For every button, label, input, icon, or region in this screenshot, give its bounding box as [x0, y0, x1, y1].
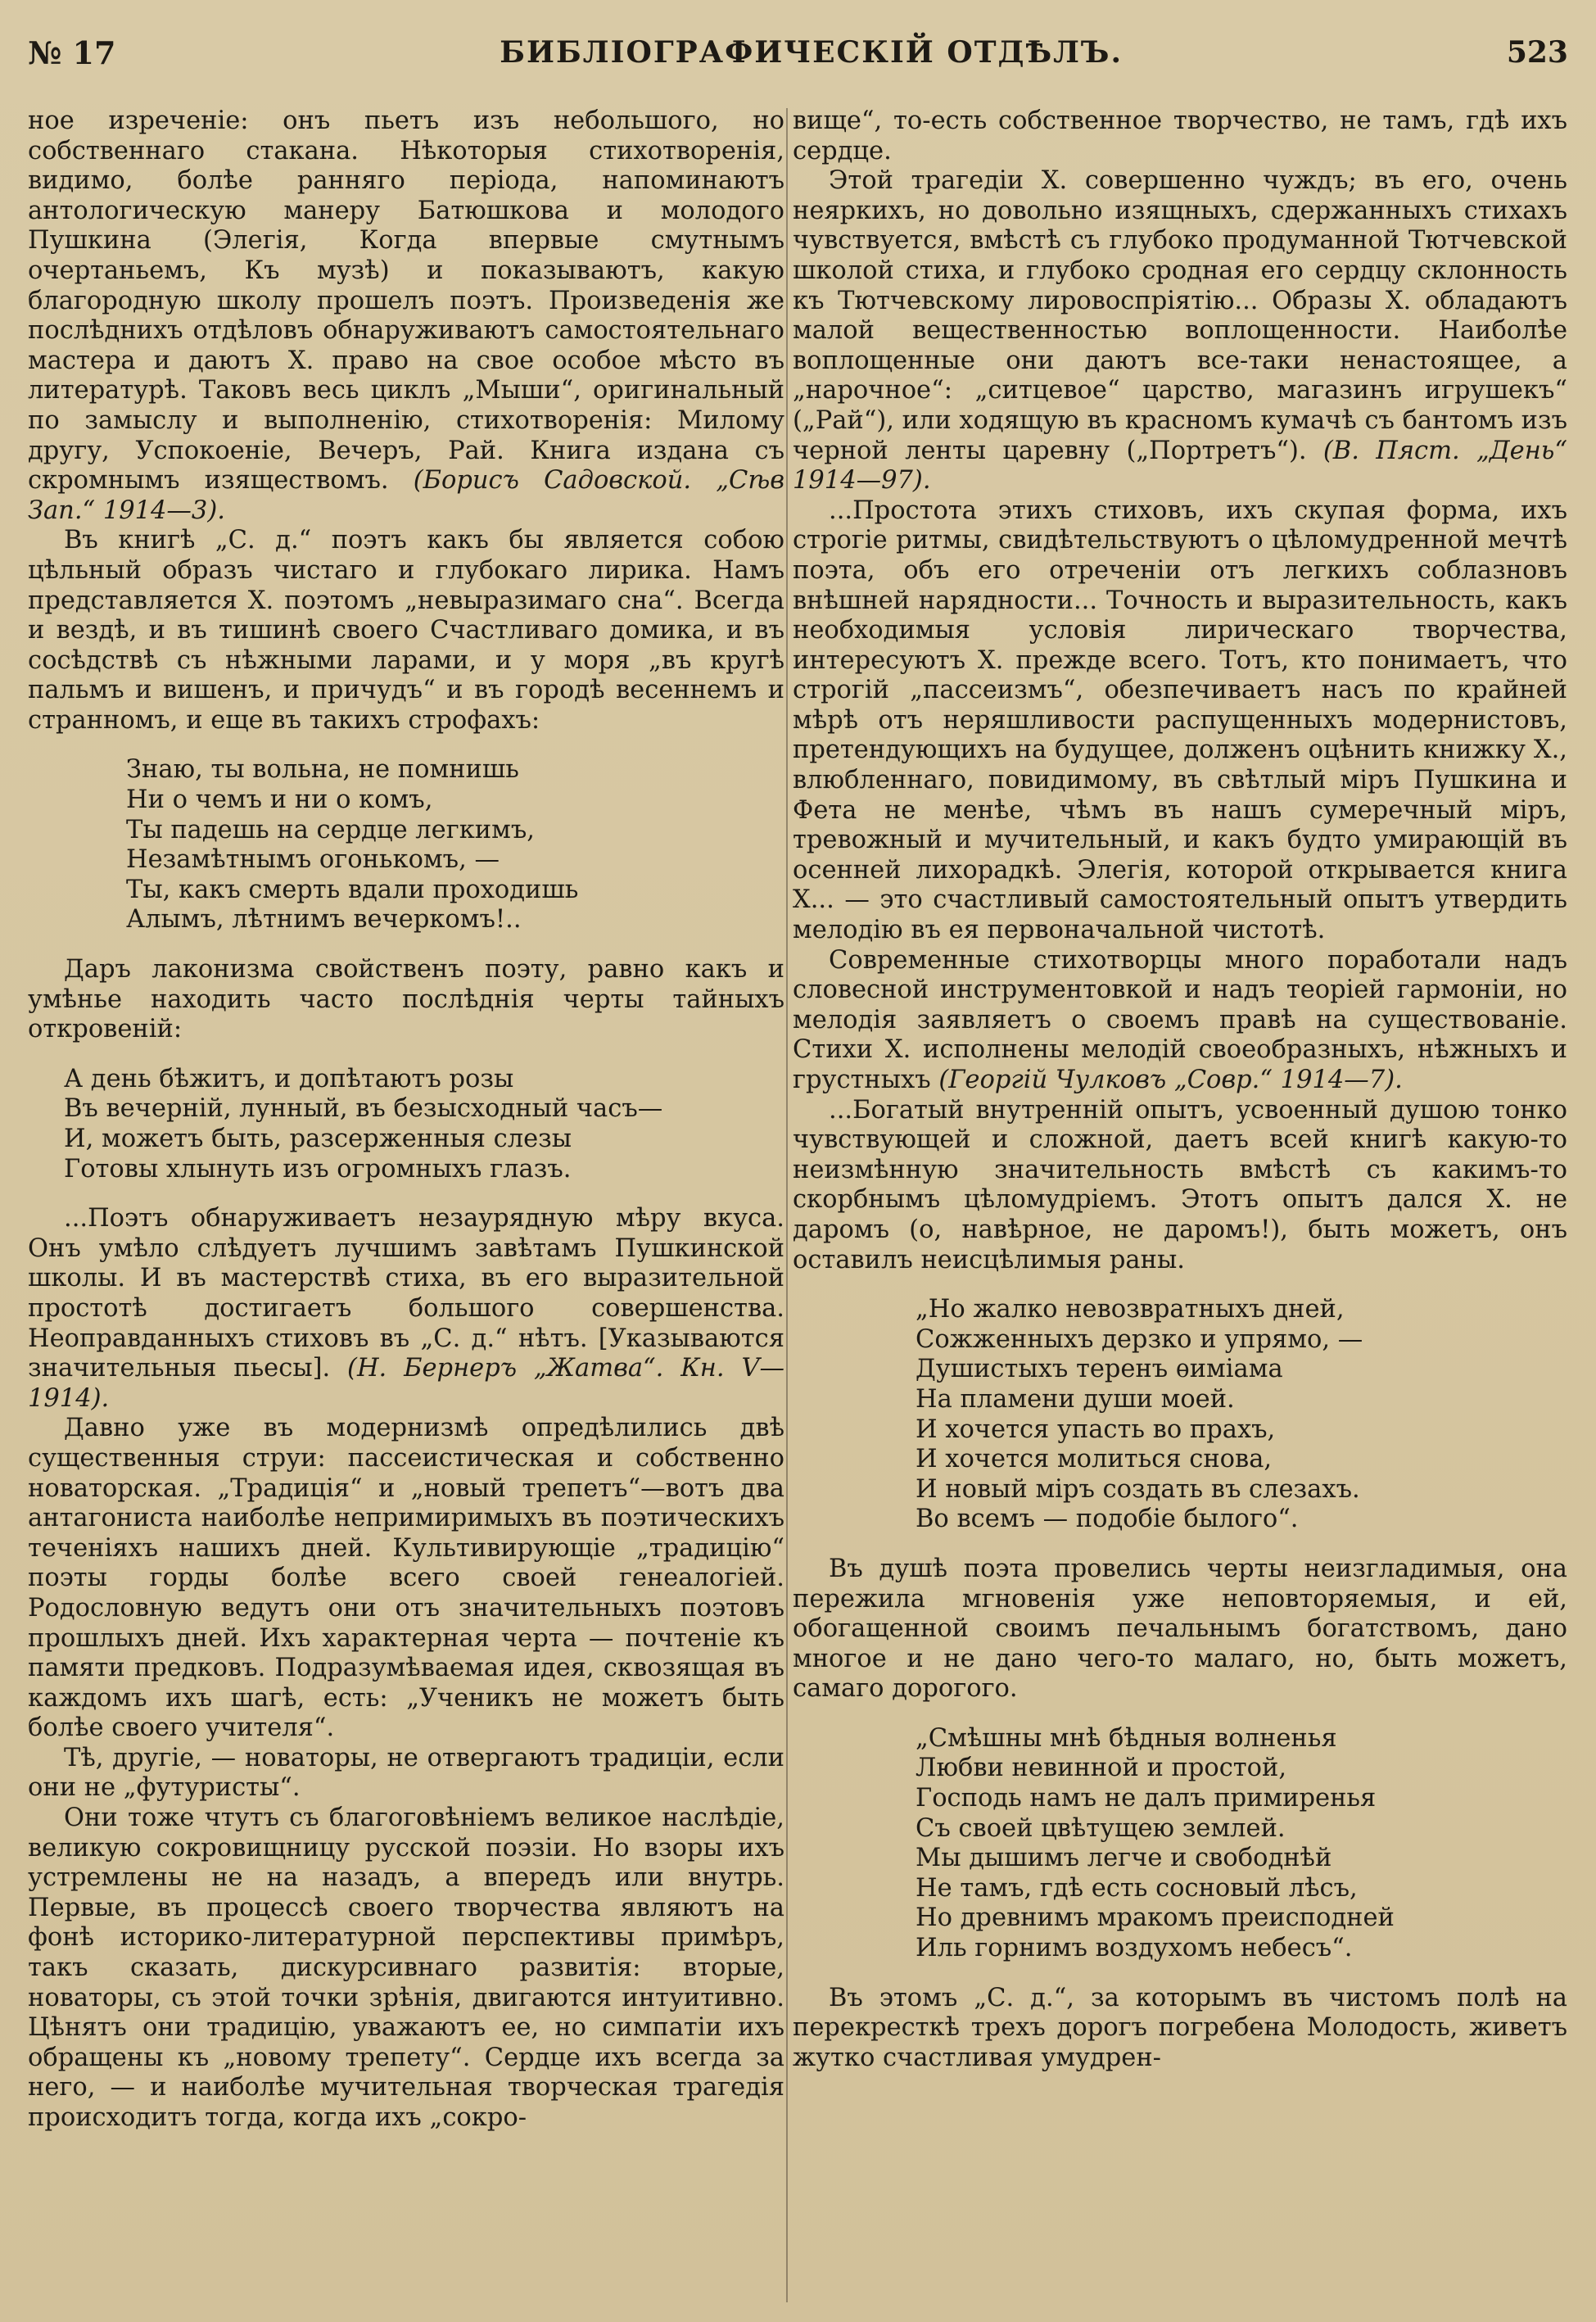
paragraph	[793, 166, 1567, 496]
poem-line: На пламени души моей.	[916, 1384, 1235, 1414]
left-column	[28, 106, 784, 2301]
poem-line: Ни о чемъ и ни о комъ,	[126, 785, 433, 815]
citation: (Георгій Чулковъ „Совр.“ 1914—7).	[938, 1066, 1403, 1094]
poem-line: Ты падешь на сердце легкимъ,	[126, 815, 535, 844]
poem-line: Съ своей цвѣтущею землей.	[916, 1813, 1286, 1843]
paragraph	[793, 946, 1567, 1096]
citation: (Борисъ Садовской. „Сѣв Зап.“ 1914—3).	[28, 466, 784, 525]
poem-line: Ты, какъ смерть вдали проходишь	[126, 875, 579, 904]
paragraph: Въ душѣ поэта провелись черты неизгладимыя, она пережила мгновенія уже неповторяемыя, и ей, обогащенной своимъ печальнымъ богатствомъ, дано многое и не дано чего-то малаго, но, быть можетъ, самаго дорогого.	[793, 1554, 1567, 1704]
poem-line: И, можетъ быть, разсерженныя слезы	[64, 1125, 572, 1153]
poem-line: Незамѣтнымъ огонькомъ, —	[126, 845, 500, 875]
paragraph: Они тоже чтутъ съ благоговѣніемъ великое наслѣдіе, великую сокровищницу русской поэзіи. Но взоры ихъ устремлены не на назадъ, а впередъ или внутрь. Первые, въ процессѣ своего творчества являютъ на фонѣ историко-литературной перспективы примѣръ, такъ сказать, дискурсивнаго развитія: вторые, новаторы, съ этой точки зрѣнія, двигаются интуитивно. Цѣнятъ они традицію, уважаютъ ее, но симпатіи ихъ обращены къ „новому трепету“. Сердце ихъ всегда за него, — и наиболѣе мучительная творческая трагедія происходитъ тогда, когда ихъ „сокро-	[28, 1804, 784, 2132]
poem-line: Не тамъ, гдѣ есть сосновый лѣсъ,	[916, 1873, 1358, 1903]
right-column	[793, 106, 1567, 2301]
poem-excerpt	[126, 755, 784, 935]
poem-line: Иль горнимъ воздухомъ небесъ“.	[916, 1934, 1353, 1963]
paragraph	[28, 1204, 784, 1414]
issue-number: № 17	[28, 34, 116, 71]
poem-line: Мы дышимъ легче и свободнѣй	[916, 1844, 1332, 1873]
poem-line: Готовы хлынуть изъ огромныхъ глазъ.	[64, 1154, 572, 1184]
column-divider	[786, 108, 788, 2302]
page-header	[28, 28, 1568, 77]
paragraph: Въ книгѣ „С. д.“ поэтъ какъ бы является собою цѣльный образъ чистаго и глубокаго лирика. Намъ представляется Х. поэтомъ „невыразимаго сна“. Всегда и вездѣ, и въ тишинѣ своего Счастливаго домика, и въ сосѣдствѣ съ нѣжными ларами, и у моря „въ кругѣ пальмъ и вишенъ, и причудъ“ и въ городѣ весеннемъ и странномъ, и еще въ такихъ строфахъ:	[28, 526, 784, 735]
paragraph-text: ное изреченіе: онъ пьетъ изъ небольшого, но собственнаго стакана. Нѣкоторыя стихотворенія, видимо, болѣе ранняго періода, напоминаютъ антологическую манеру Батюшкова и молодого Пушкина (Элегія, Когда впервые смутнымъ очертаньемъ, Къ музѣ) и показываютъ, какую благородную школу прошелъ поэтъ. Произведенія же послѣднихъ отдѣловъ обнаруживаютъ самостоятельнаго мастера и даютъ Х. право на свое особое мѣсто въ литературѣ. Таковъ весь циклъ „Мыши“, оригинальный по замыслу и выполненію, стихотворенія: Милому другу, Успокоеніе, Вечеръ, Рай. Книга издана съ скромнымъ изяществомъ.	[28, 106, 784, 496]
poem-line: И хочется упасть во прахъ,	[916, 1414, 1276, 1444]
paragraph: Давно уже въ модернизмѣ опредѣлились двѣ существенныя струи: пассеистическая и собственно новаторская. „Традиція“ и „новый трепетъ“—вотъ два антагониста наиболѣе непримиримыхъ въ поэтическихъ теченіяхъ нашихъ дней. Культивирующіе „традицію“ поэты горды болѣе всего своей генеалогіей. Родословную ведутъ они отъ значительныхъ поэтовъ прошлыхъ дней. Ихъ характерная черта — почтеніе къ памяти предковъ. Подразумѣваемая идея, сквозящая въ каждомъ ихъ шагѣ, есть: „Ученикъ не можетъ быть болѣе своего учителя“.	[28, 1414, 784, 1743]
poem-line: „Но жалко невозвратныхъ дней,	[916, 1295, 1345, 1324]
poem-line: „Смѣшны мнѣ бѣдныя волненья	[916, 1723, 1337, 1753]
paragraph: ...Богатый внутренній опытъ, усвоенный душою тонко чувствующей и сложной, даетъ всей книгѣ какую-то неизмѣнную значительность вмѣстѣ съ какимъ-то скорбнымъ цѣломудріемъ. Этотъ опытъ дался Х. не даромъ (о, навѣрное, не даромъ!), быть можетъ, онъ оставилъ неисцѣлимыя раны.	[793, 1095, 1567, 1274]
paragraph: вище“, то-есть собственное творчество, не тамъ, гдѣ ихъ сердце.	[793, 106, 1567, 165]
paragraph: Тѣ, другіе, — новаторы, не отвергаютъ традиціи, если они не „футуристы“.	[28, 1743, 784, 1803]
poem-line: Во всемъ — подобіе былого“.	[916, 1505, 1299, 1534]
poem-line: А день бѣжитъ, и допѣтаютъ розы	[64, 1064, 514, 1093]
paragraph	[28, 106, 784, 526]
poem-excerpt	[916, 1724, 1567, 1964]
poem-line: Знаю, ты вольна, не помнишь	[126, 755, 519, 785]
poem-line: Но древнимъ мракомъ преисподней	[916, 1903, 1395, 1933]
poem-line: Любви невинной и простой,	[916, 1754, 1287, 1783]
section-title: БИБЛІОГРАФИЧЕСКІЙ ОТДѢЛЪ.	[500, 35, 1123, 70]
paragraph: Даръ лаконизма свойственъ поэту, равно какъ и умѣнье находить часто послѣднія черты тайныхъ откровеній:	[28, 955, 784, 1044]
poem-excerpt	[64, 1065, 784, 1184]
poem-line: И новый міръ создать въ слезахъ.	[916, 1474, 1360, 1504]
citation: (Н. Бернеръ „Жатва“. Кн. V—1914).	[28, 1354, 784, 1413]
page-number: 523	[1506, 35, 1568, 70]
paragraph-text: Этой трагедіи Х. совершенно чуждъ; въ его, очень неяркихъ, но довольно изящныхъ, сдержанныхъ стихахъ чувствуется, вмѣстѣ съ глубоко продуманной Тютчевской школой стиха, и глубоко сродная его сердцу склонность къ Тютчевскому лировоспріятію... Образы Х. обладаютъ малой вещественностью воплощенности. Наиболѣе воплощенные они даютъ все-таки ненастоящее, а „нарочное“: „ситцевое“ царство, магазинъ игрушекъ“ („Рай“), или ходящую въ красномъ кумачѣ съ бантомъ изъ черной ленты царевну („Портретъ“).	[793, 166, 1567, 465]
paragraph-text: Современные стихотворцы много поработали надъ словесной инструментовкой и надъ теоріей гармоніи, но мелодія заявляетъ о своемъ правѣ на существованіе. Стихи Х. исполнены мелодій своеобразныхъ, нѣжныхъ и грустныхъ	[793, 945, 1567, 1094]
paragraph: ...Простота этихъ стиховъ, ихъ скупая форма, ихъ строгіе ритмы, свидѣтельствуютъ о цѣломудренной мечтѣ поэта, объ его отреченіи отъ легкихъ соблазновъ внѣшней нарядности... Точность и выразительность, какъ необходимыя условія лирическаго творчества, интересуютъ Х. прежде всего. Тотъ, кто понимаетъ, что строгій „пассеизмъ“, обезпечиваетъ насъ по крайней мѣрѣ отъ неряшливости распущенныхъ модернистовъ, претендующихъ на будущее, долженъ оцѣнить книжку Х., влюбленнаго, повидимому, въ свѣтлый міръ Пушкина и Фета не менѣе, чѣмъ въ нашъ сумеречный міръ, тревожный и мучительный, и какъ будто умирающій въ осенней лихорадкѣ. Элегія, которой открывается книга Х... — это счастливый самостоятельный опытъ утвердить мелодію въ ея первоначальной чистотѣ.	[793, 496, 1567, 945]
poem-line: Алымъ, лѣтнимъ вечеркомъ!..	[126, 905, 522, 935]
poem-line: Въ вечерній, лунный, въ безысходный часъ—	[64, 1094, 663, 1124]
poem-line: Душистыхъ теренъ ѳиміама	[916, 1355, 1283, 1384]
poem-line: И хочется молиться снова,	[916, 1445, 1273, 1474]
citation: (В. Пяст. „День“ 1914—97).	[793, 436, 1567, 496]
poem-line: Господь намъ не далъ примиренья	[916, 1784, 1377, 1813]
poem-excerpt	[916, 1295, 1567, 1535]
paragraph: Въ этомъ „С. д.“, за которымъ въ чистомъ полѣ на перекресткѣ трехъ дорогъ погребена Молодость, живетъ жутко счастливая умудрен-	[793, 1983, 1567, 2072]
paragraph-text: ...Поэтъ обнаруживаетъ незаурядную мѣру вкуса. Онъ умѣло слѣдуетъ лучшимъ завѣтамъ Пушкинской школы. И въ мастерствѣ стиха, въ его выразительной простотѣ достигаетъ большого совершенства. Неоправданныхъ стиховъ въ „С. д.“ нѣтъ. [Указываются значительныя пьесы].	[28, 1204, 784, 1383]
poem-line: Сожженныхъ дерзко и упрямо, —	[916, 1324, 1363, 1354]
